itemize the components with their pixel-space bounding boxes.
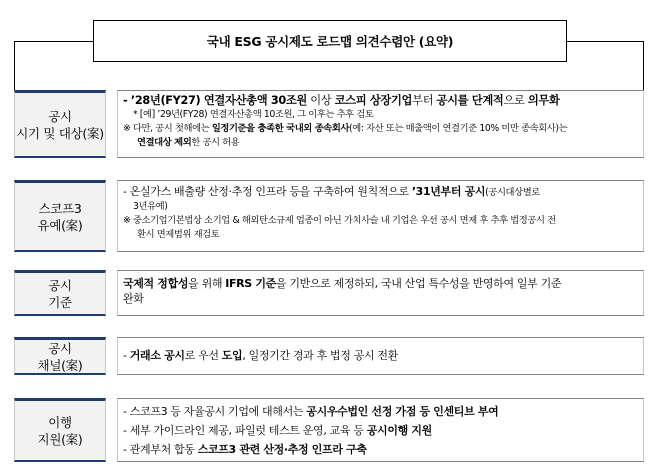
frame-line-right (643, 41, 644, 91)
content-line: 완화 (123, 292, 144, 305)
section-label-line: 이행 (48, 414, 72, 430)
page-title (93, 20, 567, 62)
section-label-line: 공시 (48, 277, 72, 293)
content-line: ※ 다만, 공시 첫해에는 일정기준을 충족한 국내외 종속회사(예: 자산 또는 매출액이 연결기준 10% 미만 종속회사)는 (123, 123, 568, 134)
section-content-standards (117, 270, 644, 316)
section-label-line: 공시 (48, 340, 72, 356)
section-label-channel (14, 337, 106, 375)
page-title-text: 국내 ESG 공시제도 로드맵 의견수렴안 (요약) (206, 34, 454, 49)
content-line: - ’28년(FY27) 연결자산총액 30조원 이상 코스피 상장기업부터 공시를 단계적으로 의무화 (123, 94, 560, 107)
section-label-support (14, 398, 106, 462)
content-line: - 관계부처 합동 스코프3 관련 산정·추정 인프라 구축 (123, 443, 367, 456)
frame-line-left (14, 41, 15, 91)
section-label-line: 지원(案) (37, 431, 83, 447)
section-content-support (117, 398, 644, 462)
content-line: 연결대상 제외한 공시 허용 (137, 137, 240, 148)
content-line: 3년유예) (133, 201, 168, 212)
section-label-line: 유예(案) (37, 217, 83, 233)
section-label-standards (14, 270, 106, 316)
section-label-disclosure-timing (14, 90, 106, 158)
content-line: - 거래소 공시로 우선 도입, 일정기간 경과 후 법정 공시 전환 (123, 349, 398, 362)
content-line: - 세부 가이드라인 제공, 파일럿 테스트 운영, 교육 등 공시이행 지원 (123, 424, 432, 437)
content-line: * [예] ’29년(FY28) 연결자산총액 10조원, 그 이후는 추후 검토 (133, 109, 374, 120)
content-line: 환시 면제범위 재검토 (137, 229, 220, 240)
section-label-line: 시기 및 대상(案) (16, 125, 104, 141)
section-content-scope3 (117, 180, 644, 252)
section-label-line: 채널(案) (37, 357, 83, 373)
section-label-scope3 (14, 180, 106, 252)
content-line: - 스코프3 등 자율공시 기업에 대해서는 공시우수법인 선정 가점 등 인센티브 부여 (123, 405, 499, 418)
content-line: - 온실가스 배출량 산정·추정 인프라 등을 구축하여 원칙적으로 ’31년부터 공시(공시대상별로 (123, 185, 540, 198)
content-line: ※ 중소기업기본법상 소기업 & 해외탄소규제 업종이 아닌 가치사슬 내 기업은 우선 공시 면제 후 추후 법정공시 전 (123, 215, 556, 226)
section-label-line: 기준 (48, 294, 72, 310)
section-label-line: 공시 (48, 108, 72, 124)
section-content-disclosure-timing (117, 90, 644, 158)
section-label-line: 스코프3 (38, 200, 82, 216)
section-content-channel (117, 337, 644, 375)
content-line: 국제적 정합성을 위해 IFRS 기준을 기반으로 제정하되, 국내 산업 특수성을 반영하여 일부 기준 (123, 277, 562, 290)
